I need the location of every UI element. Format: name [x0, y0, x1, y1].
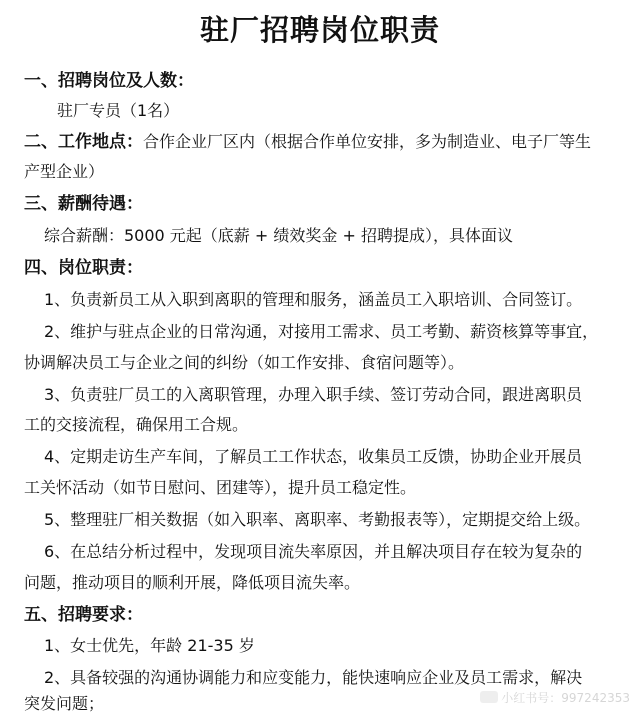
section-heading-text: 四、岗位职责：	[24, 258, 143, 278]
position-count-text: 驻厂专员（1名）	[57, 101, 180, 120]
duty-item: 1、负责新员工从入职到离职的管理和服务，涵盖员工入职培训、合同签订。	[44, 290, 583, 309]
duty-item: 3、负责驻厂员工的入离职管理，办理入职手续、签订劳动合同，跟进离职员	[44, 385, 583, 404]
watermark-text: 小红书号：997242353	[501, 691, 630, 705]
duty-item-continued: 协调解决员工与企业之间的纠纷（如工作安排、食宿问题等）。	[24, 353, 465, 372]
watermark	[480, 689, 630, 706]
section-heading-text: 三、薪酬待遇：	[24, 194, 143, 214]
watermark-logo-icon	[480, 691, 498, 703]
section-heading-text: 五、招聘要求：	[24, 605, 143, 625]
duty-item: 5、整理驻厂相关数据（如入职率、离职率、考勤报表等），定期提交给上级。	[44, 510, 591, 529]
duty-item: 6、在总结分析过程中，发现项目流失率原因，并且解决项目存在较为复杂的	[44, 542, 583, 561]
duty-item: 4、定期走访生产车间，了解员工工作状态，收集员工反馈，协助企业开展员	[44, 447, 583, 466]
location-text-continued: 产型企业）	[24, 162, 105, 181]
section-heading-text: 二、工作地点：	[24, 132, 143, 152]
duty-item-continued: 工关怀活动（如节日慰问、团建等），提升员工稳定性。	[24, 478, 417, 497]
section-heading-salary	[24, 192, 626, 216]
section-heading-duties	[24, 256, 626, 280]
duty-item-continued: 问题，推动项目的顺利开展，降低项目流失率。	[24, 573, 361, 592]
section-heading-positions	[24, 69, 626, 93]
requirement-item: 2、具备较强的沟通协调能力和应变能力，能快速响应企业及员工需求，解决	[44, 668, 583, 687]
requirement-item: 1、女士优先，年龄 21-35 岁	[44, 636, 255, 655]
location-text: 合作企业厂区内（根据合作单位安排，多为制造业、电子厂等生	[143, 132, 592, 151]
section-location	[24, 130, 626, 154]
duty-item: 2、维护与驻点企业的日常沟通，对接用工需求、员工考勤、薪资核算等事宜，	[44, 322, 599, 341]
requirement-item-continued: 突发问题；	[24, 694, 105, 713]
duty-item-continued: 工的交接流程，确保用工合规。	[24, 415, 249, 434]
document-title: 驻厂招聘岗位职责	[199, 13, 440, 47]
section-heading-text: 一、招聘岗位及人数：	[24, 71, 194, 91]
section-heading-requirements	[24, 603, 626, 627]
salary-text: 综合薪酬：5000 元起（底薪 + 绩效奖金 + 招聘提成），具体面议	[44, 226, 513, 245]
